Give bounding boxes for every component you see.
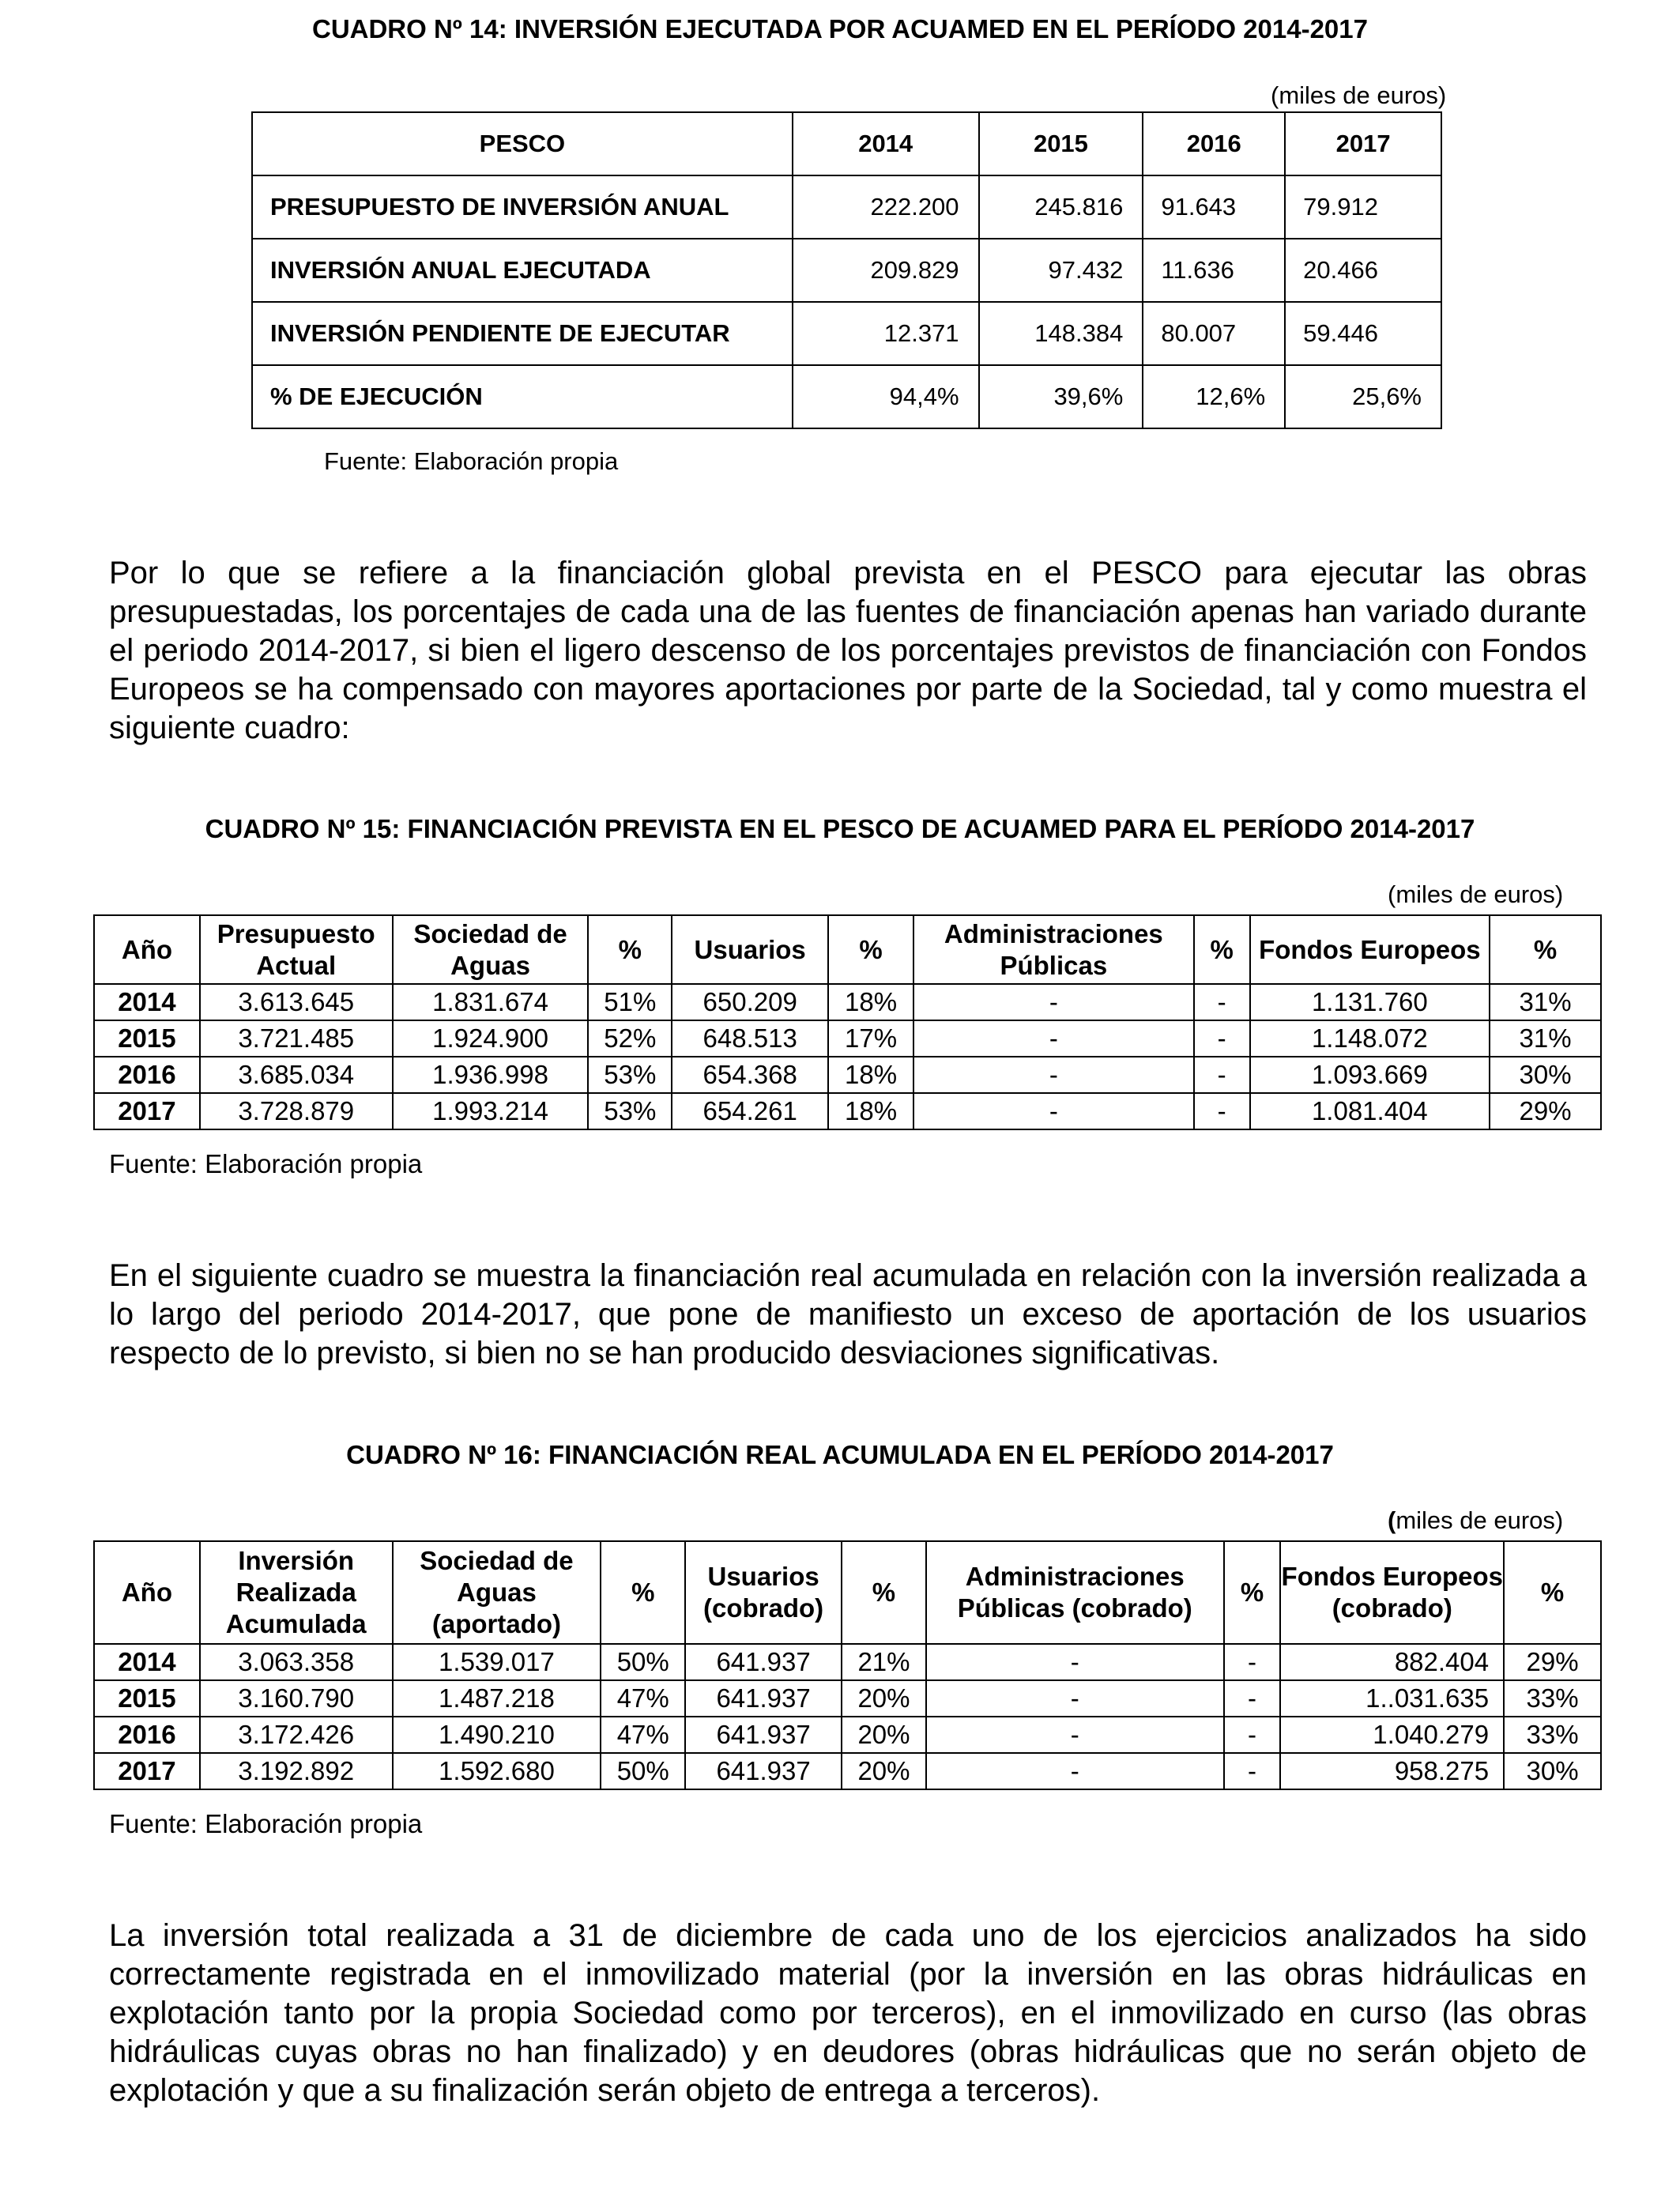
table-row [94,1717,1601,1753]
cuadro-16-table [93,1540,1602,1790]
table-cell: 80.007 [1143,302,1285,365]
row-label: INVERSIÓN PENDIENTE DE EJECUTAR [252,302,793,365]
table-row [94,1644,1601,1680]
table-row [94,984,1601,1020]
table-row [252,365,1441,428]
table-cell: 20% [842,1680,926,1717]
table-cell: 650.209 [672,984,828,1020]
table-row [94,1680,1601,1717]
table-cell: 97.432 [979,239,1143,302]
row-label: PRESUPUESTO DE INVERSIÓN ANUAL [252,175,793,239]
table-cell: 641.937 [685,1753,842,1789]
table-cell: 51% [588,984,672,1020]
cuadro-15-source: Fuente: Elaboración propia [109,1149,423,1178]
table-cell: 958.275 [1280,1753,1504,1789]
header-cell: % [588,915,672,984]
table-cell: 50% [601,1753,685,1789]
table-cell: - [926,1644,1224,1680]
table-cell: 209.829 [793,239,979,302]
header-cell: 2016 [1143,112,1285,175]
table-row [252,239,1441,302]
header-cell: Sociedad de Aguas (aportado) [393,1541,601,1644]
table-cell: 39,6% [979,365,1143,428]
table-header-row [252,112,1441,175]
header-cell: PESCO [252,112,793,175]
table-cell: 3.063.358 [200,1644,393,1680]
year-cell: 2017 [94,1093,200,1129]
table-cell: 18% [828,984,913,1020]
table-cell: - [926,1717,1224,1753]
table-cell: 20% [842,1717,926,1753]
table-cell: 18% [828,1093,913,1129]
table-cell: 1.831.674 [393,984,589,1020]
table-cell: 222.200 [793,175,979,239]
year-cell: 2016 [94,1057,200,1093]
table-row [252,302,1441,365]
table-cell: - [1194,1093,1250,1129]
cuadro-16-title: CUADRO Nº 16: FINANCIACIÓN REAL ACUMULADA EN EL PERÍODO 2014-2017 [346,1440,1334,1469]
table-cell: 79.912 [1285,175,1441,239]
table-row [94,1093,1601,1129]
table-header-row [94,915,1601,984]
table-cell: 47% [601,1717,685,1753]
table-cell: 53% [588,1093,672,1129]
table-cell: 21% [842,1644,926,1680]
table-cell: 31% [1490,984,1601,1020]
table-row [252,175,1441,239]
table-cell: 17% [828,1020,913,1057]
row-label: % DE EJECUCIÓN [252,365,793,428]
year-cell: 2015 [94,1680,200,1717]
header-cell: Usuarios (cobrado) [685,1541,842,1644]
table-header-row [94,1541,1601,1644]
paragraph-3: La inversión total realizada a 31 de diciembre de cada uno de los ejercicios analizados ha sido correctamente registrada en el inmovilizado material (por la inversión en las obras hidráulicas en explotación tanto por la propia Sociedad como por terceros), en el inmovilizado en curso (las obras hidráulicas cuyas obras no han finalizado) y en deudores (obras hidráulicas que no serán objeto de explotación y que a su finalización serán objeto de entrega a terceros). [109,1918,1587,2108]
table-cell: 12.371 [793,302,979,365]
header-cell: % [1490,915,1601,984]
table-cell: 3.728.879 [200,1093,393,1129]
table-cell: 20.466 [1285,239,1441,302]
table-row [94,1057,1601,1093]
table-row [94,1753,1601,1789]
table-cell: - [1194,1020,1250,1057]
table-cell: 94,4% [793,365,979,428]
table-cell: - [1224,1717,1281,1753]
table-cell: 91.643 [1143,175,1285,239]
table-cell: 245.816 [979,175,1143,239]
table-cell: - [926,1680,1224,1717]
table-cell: 1.539.017 [393,1644,601,1680]
table-cell: 1.081.404 [1250,1093,1490,1129]
cuadro-16-source: Fuente: Elaboración propia [109,1809,423,1838]
table-cell: - [1224,1680,1281,1717]
table-cell: - [913,1093,1194,1129]
header-cell: Inversión Realizada Acumulada [200,1541,393,1644]
row-label: INVERSIÓN ANUAL EJECUTADA [252,239,793,302]
table-cell: 641.937 [685,1644,842,1680]
header-cell: Sociedad de Aguas [393,915,589,984]
table-cell: 1.487.218 [393,1680,601,1717]
header-cell: % [842,1541,926,1644]
header-cell: 2017 [1285,112,1441,175]
table-cell: 1.592.680 [393,1753,601,1789]
header-cell: Administraciones Públicas (cobrado) [926,1541,1224,1644]
table-cell: - [913,1020,1194,1057]
table-cell: - [913,984,1194,1020]
table-cell: 1..031.635 [1280,1680,1504,1717]
table-cell: 20% [842,1753,926,1789]
table-cell: 1.148.072 [1250,1020,1490,1057]
table-cell: 1.936.998 [393,1057,589,1093]
year-cell: 2015 [94,1020,200,1057]
table-cell: 33% [1504,1680,1601,1717]
table-cell: 1.993.214 [393,1093,589,1129]
table-cell: 50% [601,1644,685,1680]
cuadro-14-title: CUADRO Nº 14: INVERSIÓN EJECUTADA POR ACUAMED EN EL PERÍODO 2014-2017 [311,14,1368,43]
table-cell: 30% [1504,1753,1601,1789]
table-cell: - [926,1753,1224,1789]
header-cell: % [828,915,913,984]
table-cell: 30% [1490,1057,1601,1093]
year-cell: 2014 [94,984,200,1020]
table-cell: 59.446 [1285,302,1441,365]
table-cell: 11.636 [1143,239,1285,302]
table-cell: 25,6% [1285,365,1441,428]
table-cell: 3.721.485 [200,1020,393,1057]
table-cell: 33% [1504,1717,1601,1753]
header-cell: Administraciones Públicas [913,915,1194,984]
table-cell: 3.172.426 [200,1717,393,1753]
table-cell: 3.160.790 [200,1680,393,1717]
table-cell: 648.513 [672,1020,828,1057]
cuadro-15-units: (miles de euros) [1388,880,1564,908]
table-cell: 1.093.669 [1250,1057,1490,1093]
table-cell: 3.613.645 [200,984,393,1020]
table-cell: 29% [1490,1093,1601,1129]
table-cell: - [913,1057,1194,1093]
table-cell: - [1224,1753,1281,1789]
table-cell: 3.192.892 [200,1753,393,1789]
year-cell: 2014 [94,1644,200,1680]
header-cell: Fondos Europeos (cobrado) [1280,1541,1504,1644]
header-cell: Usuarios [672,915,828,984]
table-cell: - [1194,1057,1250,1093]
cuadro-14-source: Fuente: Elaboración propia [324,447,619,475]
header-cell: Fondos Europeos [1250,915,1490,984]
year-cell: 2017 [94,1753,200,1789]
table-cell: 12,6% [1143,365,1285,428]
table-cell: 1.924.900 [393,1020,589,1057]
cuadro-14-table [251,111,1442,429]
table-cell: 654.368 [672,1057,828,1093]
table-row [94,1020,1601,1057]
cuadro-16-units [1388,1506,1563,1535]
year-cell: 2016 [94,1717,200,1753]
table-cell: - [1194,984,1250,1020]
table-cell: 641.937 [685,1717,842,1753]
paragraph-1: Por lo que se refiere a la financiación global prevista en el PESCO para ejecutar las obras presupuestadas, los porcentajes de cada una de las fuentes de financiación apenas han variado durante el periodo 2014-2017, si bien el ligero descenso de los porcentajes previstos de financiación con Fondos Europeos se ha compensado con mayores aportaciones por parte de la Sociedad, tal y como muestra el siguiente cuadro: [109,556,1587,745]
table-cell: 3.685.034 [200,1057,393,1093]
table-cell: 53% [588,1057,672,1093]
table-cell: 882.404 [1280,1644,1504,1680]
header-cell: 2015 [979,112,1143,175]
header-cell: % [1504,1541,1601,1644]
table-cell: 47% [601,1680,685,1717]
header-cell: % [601,1541,685,1644]
table-cell: 641.937 [685,1680,842,1717]
table-cell: 1.040.279 [1280,1717,1504,1753]
header-cell: Año [94,915,200,984]
header-cell: % [1194,915,1250,984]
units-rest: miles de euros) [1396,1506,1564,1534]
table-cell: 148.384 [979,302,1143,365]
table-cell: 18% [828,1057,913,1093]
table-cell: 654.261 [672,1093,828,1129]
table-cell: 1.131.760 [1250,984,1490,1020]
table-cell: 29% [1504,1644,1601,1680]
header-cell: 2014 [793,112,979,175]
cuadro-14-units: (miles de euros) [1271,81,1447,109]
table-cell: 1.490.210 [393,1717,601,1753]
units-bold-part: ( [1388,1506,1396,1534]
header-cell: % [1224,1541,1281,1644]
cuadro-15-title: CUADRO Nº 15: FINANCIACIÓN PREVISTA EN EL PESCO DE ACUAMED PARA EL PERÍODO 2014-2017 [205,814,1475,843]
cuadro-15-table [93,914,1602,1130]
table-cell: 31% [1490,1020,1601,1057]
paragraph-2: En el siguiente cuadro se muestra la financiación real acumulada en relación con la inversión realizada a lo largo del periodo 2014-2017, que pone de manifiesto un exceso de aportación de los usuarios respecto de lo previsto, si bien no se han producido desviaciones significativas. [109,1258,1587,1370]
header-cell: Año [94,1541,200,1644]
table-cell: - [1224,1644,1281,1680]
header-cell: Presupuesto Actual [200,915,393,984]
table-cell: 52% [588,1020,672,1057]
